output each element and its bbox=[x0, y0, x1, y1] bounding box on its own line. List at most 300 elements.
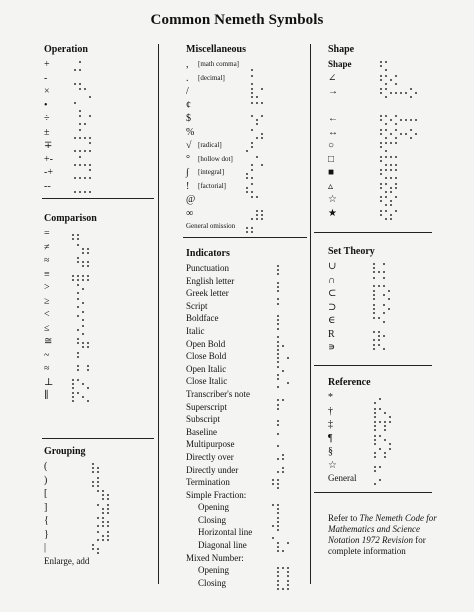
braille-dot bbox=[390, 200, 392, 202]
braille-dot bbox=[395, 169, 397, 171]
braille-cell bbox=[92, 504, 99, 515]
indicator-label: Greek letter bbox=[186, 288, 229, 299]
list-item bbox=[328, 153, 432, 167]
braille-dot bbox=[277, 408, 279, 410]
braille-dot bbox=[74, 191, 76, 193]
list-item bbox=[186, 99, 306, 113]
indicator-label: Open Bold bbox=[186, 338, 226, 349]
section-reference bbox=[328, 377, 432, 486]
braille-dot bbox=[374, 408, 376, 410]
list-item bbox=[328, 459, 432, 473]
braille-dot bbox=[390, 79, 392, 81]
braille-cell bbox=[380, 115, 387, 126]
symbol: ~ bbox=[44, 349, 50, 361]
list-item bbox=[328, 99, 432, 113]
list-item bbox=[328, 341, 432, 355]
braille-dot bbox=[77, 234, 79, 236]
symbol-note: [math comma] bbox=[198, 60, 240, 68]
braille-dot bbox=[385, 169, 387, 171]
list-item bbox=[44, 474, 154, 488]
braille-dot bbox=[102, 490, 104, 492]
braille-dot bbox=[277, 341, 279, 343]
braille-cell bbox=[374, 475, 381, 486]
braille-dot bbox=[77, 315, 79, 317]
section-header: Reference bbox=[328, 377, 371, 388]
braille-dot bbox=[380, 183, 382, 185]
braille-cell bbox=[388, 290, 395, 301]
braille-dot bbox=[379, 408, 381, 410]
braille-dot bbox=[97, 467, 99, 469]
symbol: -- bbox=[44, 180, 51, 192]
braille-dot bbox=[102, 521, 104, 523]
divider-settheory bbox=[314, 365, 432, 366]
braille-dot bbox=[373, 294, 375, 296]
list-item bbox=[328, 72, 432, 86]
list-item bbox=[44, 99, 154, 113]
braille-dot bbox=[272, 483, 274, 485]
braille-cell bbox=[246, 129, 253, 140]
symbol: R bbox=[328, 328, 335, 340]
symbol: † bbox=[328, 405, 333, 417]
braille-dot bbox=[395, 183, 397, 185]
braille-cell bbox=[400, 88, 407, 99]
braille-dot bbox=[282, 370, 284, 372]
braille-dot bbox=[395, 75, 397, 77]
braille-cell bbox=[92, 477, 99, 488]
list-item bbox=[186, 564, 306, 577]
braille-dot bbox=[82, 325, 84, 327]
braille-dot bbox=[384, 412, 386, 414]
braille-dot bbox=[272, 504, 274, 506]
symbol: / bbox=[186, 86, 189, 97]
braille-dot bbox=[277, 315, 279, 317]
list-item bbox=[328, 287, 432, 301]
list-item bbox=[44, 308, 154, 322]
braille-dot bbox=[277, 584, 279, 586]
braille-dot bbox=[277, 580, 279, 582]
braille-cell bbox=[74, 88, 81, 99]
braille-dot bbox=[251, 75, 253, 77]
list-item bbox=[186, 166, 306, 180]
list-item bbox=[328, 166, 432, 180]
braille-dot bbox=[277, 345, 279, 347]
braille-cell bbox=[380, 61, 387, 72]
braille-dot bbox=[410, 129, 412, 131]
braille-dot bbox=[287, 357, 289, 359]
braille-dot bbox=[77, 356, 79, 358]
braille-dot bbox=[277, 521, 279, 523]
braille-dot bbox=[385, 183, 387, 185]
braille-dot bbox=[84, 88, 86, 90]
braille-cell bbox=[368, 331, 375, 342]
braille-dot bbox=[383, 335, 385, 337]
braille-dot bbox=[251, 183, 253, 185]
braille-dot bbox=[373, 290, 375, 292]
list-item bbox=[186, 193, 306, 207]
braille-cell bbox=[74, 183, 81, 194]
braille-dot bbox=[379, 448, 381, 450]
braille-dot bbox=[395, 156, 397, 158]
braille-dot bbox=[97, 477, 99, 479]
braille-cell bbox=[380, 156, 387, 167]
braille-dot bbox=[102, 535, 104, 537]
list-item bbox=[328, 85, 432, 99]
braille-dot bbox=[72, 379, 74, 381]
braille-cell bbox=[388, 304, 395, 315]
braille-dot bbox=[79, 129, 81, 131]
braille-dot bbox=[92, 544, 94, 546]
braille-cell bbox=[364, 475, 371, 486]
braille-dot bbox=[390, 187, 392, 189]
symbol: ▵ bbox=[328, 180, 334, 192]
braille-dot bbox=[383, 304, 385, 306]
braille-dot bbox=[261, 88, 263, 90]
braille-dot bbox=[277, 567, 279, 569]
list-item bbox=[186, 539, 306, 552]
braille-dot bbox=[277, 433, 279, 435]
braille-cell bbox=[390, 142, 397, 153]
braille-cell bbox=[62, 298, 69, 309]
indicator-label: Close Bold bbox=[186, 351, 227, 362]
braille-dot bbox=[77, 369, 79, 371]
symbol: × bbox=[44, 86, 50, 97]
braille-dot bbox=[374, 483, 376, 485]
braille-cell bbox=[72, 230, 79, 241]
symbol: ≠ bbox=[44, 241, 50, 253]
braille-cell bbox=[82, 392, 89, 403]
section-header: Indicators bbox=[186, 248, 230, 259]
symbol: ¶ bbox=[328, 432, 333, 444]
braille-dot bbox=[251, 169, 253, 171]
list-item bbox=[44, 349, 154, 363]
list-item bbox=[44, 335, 154, 349]
braille-cell bbox=[62, 338, 69, 349]
list-item bbox=[328, 139, 432, 153]
braille-cell bbox=[82, 311, 89, 322]
braille-cell bbox=[62, 230, 69, 241]
list-item bbox=[186, 350, 306, 363]
braille-dot bbox=[277, 328, 279, 330]
braille-dot bbox=[277, 445, 279, 447]
braille-cell bbox=[256, 115, 263, 126]
list-item bbox=[328, 58, 432, 72]
braille-dot bbox=[277, 357, 279, 359]
braille-dot bbox=[380, 156, 382, 158]
braille-dot bbox=[107, 531, 109, 533]
braille-cell bbox=[82, 365, 89, 376]
braille-cell bbox=[256, 210, 263, 221]
list-item bbox=[44, 295, 154, 309]
braille-dot bbox=[374, 466, 376, 468]
braille-cell bbox=[400, 129, 407, 140]
braille-dot bbox=[383, 263, 385, 265]
braille-dot bbox=[272, 479, 274, 481]
braille-dot bbox=[72, 383, 74, 385]
indicator-label: Closing bbox=[198, 577, 227, 588]
braille-dot bbox=[380, 160, 382, 162]
braille-dot bbox=[380, 133, 382, 135]
braille-dot bbox=[277, 366, 279, 368]
braille-cell bbox=[380, 196, 387, 207]
braille-dot bbox=[379, 466, 381, 468]
braille-cell bbox=[82, 325, 89, 336]
symbol: < bbox=[44, 309, 50, 320]
braille-dot bbox=[87, 275, 89, 277]
list-item bbox=[186, 72, 306, 86]
list-item bbox=[44, 227, 154, 241]
braille-dot bbox=[82, 342, 84, 344]
symbol: ↔ bbox=[328, 126, 338, 138]
braille-cell bbox=[84, 88, 91, 99]
braille-cell bbox=[364, 448, 371, 459]
note-prefix: Refer to bbox=[328, 513, 360, 523]
braille-dot bbox=[277, 458, 279, 460]
list-item bbox=[44, 72, 154, 86]
braille-dot bbox=[92, 467, 94, 469]
braille-cell bbox=[84, 142, 91, 153]
braille-dot bbox=[374, 439, 376, 441]
list-item bbox=[44, 268, 154, 282]
braille-dot bbox=[282, 458, 284, 460]
braille-dot bbox=[277, 282, 279, 284]
symbol: ← bbox=[328, 113, 338, 124]
braille-cell bbox=[380, 75, 387, 86]
indicator-label: Boldface bbox=[186, 313, 219, 324]
list-item bbox=[186, 207, 306, 221]
braille-dot bbox=[84, 191, 86, 193]
list-item bbox=[186, 220, 306, 234]
braille-cells bbox=[272, 578, 292, 596]
list-item bbox=[186, 338, 306, 351]
braille-dot bbox=[287, 382, 289, 384]
list-item bbox=[186, 363, 306, 376]
braille-dot bbox=[246, 187, 248, 189]
section-header: Miscellaneous bbox=[186, 44, 246, 55]
braille-dot bbox=[380, 210, 382, 212]
symbol: [ bbox=[44, 488, 48, 499]
braille-cell bbox=[380, 142, 387, 153]
braille-dot bbox=[385, 142, 387, 144]
braille-cell bbox=[102, 504, 109, 515]
braille-cell bbox=[380, 169, 387, 180]
braille-dot bbox=[385, 88, 387, 90]
braille-cell bbox=[390, 88, 397, 99]
symbol: ∩ bbox=[328, 274, 336, 286]
braille-cell bbox=[84, 156, 91, 167]
list-item bbox=[328, 405, 432, 419]
braille-dot bbox=[282, 467, 284, 469]
divider-comparison bbox=[42, 438, 154, 439]
section-grouping bbox=[44, 446, 154, 568]
list-item bbox=[186, 58, 306, 72]
braille-dot bbox=[277, 588, 279, 590]
braille-dot bbox=[385, 129, 387, 131]
braille-dot bbox=[405, 92, 407, 94]
braille-cell bbox=[374, 421, 381, 432]
braille-dot bbox=[277, 508, 279, 510]
section-header: Comparison bbox=[44, 213, 97, 224]
braille-dot bbox=[374, 435, 376, 437]
braille-dot bbox=[77, 392, 79, 394]
braille-dot bbox=[385, 156, 387, 158]
braille-dot bbox=[97, 481, 99, 483]
symbol: - bbox=[44, 72, 48, 84]
braille-cell bbox=[102, 517, 109, 528]
braille-dot bbox=[102, 494, 104, 496]
list-item bbox=[44, 487, 154, 501]
list-item bbox=[328, 260, 432, 274]
braille-dot bbox=[256, 119, 258, 121]
list-item bbox=[44, 58, 154, 72]
braille-dot bbox=[82, 396, 84, 398]
braille-cell bbox=[72, 352, 79, 363]
list-item bbox=[328, 314, 432, 328]
braille-dot bbox=[400, 119, 402, 121]
symbol: . bbox=[186, 72, 189, 84]
braille-cell bbox=[62, 244, 69, 255]
braille-dot bbox=[277, 265, 279, 267]
symbol: ] bbox=[44, 501, 48, 513]
braille-dot bbox=[385, 115, 387, 117]
braille-cell bbox=[364, 408, 371, 419]
braille-dot bbox=[77, 352, 79, 354]
list-item bbox=[44, 541, 154, 555]
braille-cells bbox=[368, 342, 388, 360]
braille-dot bbox=[246, 173, 248, 175]
braille-cell bbox=[246, 210, 253, 221]
braille-cell bbox=[374, 448, 381, 459]
braille-cell bbox=[368, 277, 375, 288]
braille-dot bbox=[256, 214, 258, 216]
symbol: ≥ bbox=[44, 295, 50, 307]
braille-dot bbox=[390, 156, 392, 158]
list-item bbox=[186, 180, 306, 194]
braille-dot bbox=[92, 548, 94, 550]
list-item bbox=[186, 300, 306, 313]
braille-cell bbox=[378, 277, 385, 288]
braille-cell bbox=[92, 531, 99, 542]
braille-dot bbox=[107, 504, 109, 506]
section-miscellaneous bbox=[186, 44, 306, 234]
list-item bbox=[44, 126, 154, 140]
symbol: ∠ bbox=[328, 72, 337, 84]
braille-dot bbox=[380, 65, 382, 67]
list-item bbox=[44, 281, 154, 295]
braille-dot bbox=[77, 257, 79, 259]
symbol: % bbox=[186, 126, 195, 138]
list-item bbox=[186, 375, 306, 388]
indicator-label: Punctuation bbox=[186, 263, 229, 273]
braille-dot bbox=[373, 344, 375, 346]
braille-dot bbox=[77, 284, 79, 286]
symbol: ∫ bbox=[186, 167, 189, 178]
indicator-label: Directly under bbox=[186, 464, 239, 475]
braille-cell bbox=[82, 352, 89, 363]
braille-dot bbox=[77, 365, 79, 367]
braille-dot bbox=[107, 521, 109, 523]
braille-cell bbox=[378, 263, 385, 274]
braille-dot bbox=[256, 102, 258, 104]
braille-cell bbox=[82, 257, 89, 268]
symbol-note: [integral] bbox=[198, 168, 225, 176]
list-item bbox=[44, 180, 154, 194]
braille-dot bbox=[97, 504, 99, 506]
braille-dot bbox=[277, 546, 279, 548]
braille-dot bbox=[277, 504, 279, 506]
braille-cell bbox=[410, 88, 417, 99]
braille-cell bbox=[256, 88, 263, 99]
braille-cell bbox=[368, 344, 375, 355]
symbol: * bbox=[328, 392, 333, 403]
braille-dot bbox=[395, 210, 397, 212]
braille-dot bbox=[261, 102, 263, 104]
braille-dot bbox=[72, 396, 74, 398]
braille-cell bbox=[390, 183, 397, 194]
list-item bbox=[328, 432, 432, 446]
list-item bbox=[44, 528, 154, 542]
braille-cell bbox=[374, 435, 381, 446]
braille-cell bbox=[364, 435, 371, 446]
braille-dot bbox=[72, 392, 74, 394]
braille-dot bbox=[384, 439, 386, 441]
braille-dot bbox=[383, 277, 385, 279]
braille-dot bbox=[282, 454, 284, 456]
braille-dot bbox=[385, 196, 387, 198]
braille-dot bbox=[251, 129, 253, 131]
braille-dot bbox=[277, 404, 279, 406]
braille-dot bbox=[77, 338, 79, 340]
list-item bbox=[186, 139, 306, 153]
braille-dot bbox=[380, 75, 382, 77]
braille-dot bbox=[410, 88, 412, 90]
list-item bbox=[328, 391, 432, 405]
braille-cell bbox=[380, 210, 387, 221]
braille-dot bbox=[82, 311, 84, 313]
section-comparison bbox=[44, 213, 154, 403]
braille-cell bbox=[378, 317, 385, 328]
list-item bbox=[186, 126, 306, 140]
braille-dot bbox=[400, 92, 402, 94]
braille-dot bbox=[373, 277, 375, 279]
list-item bbox=[186, 526, 306, 539]
braille-cell bbox=[246, 61, 253, 72]
braille-dot bbox=[384, 421, 386, 423]
braille-dot bbox=[97, 517, 99, 519]
braille-cell bbox=[410, 129, 417, 140]
braille-dot bbox=[385, 210, 387, 212]
symbol: @ bbox=[186, 194, 196, 205]
symbol: | bbox=[44, 542, 47, 553]
braille-cell bbox=[92, 490, 99, 501]
list-item bbox=[44, 555, 154, 569]
braille-dot bbox=[287, 584, 289, 586]
braille-cell bbox=[72, 244, 79, 255]
braille-cell bbox=[72, 257, 79, 268]
braille-dot bbox=[277, 571, 279, 573]
list-item bbox=[328, 418, 432, 432]
braille-dot bbox=[261, 210, 263, 212]
symbol-note: [hollow dot] bbox=[198, 154, 233, 163]
symbol: ∈ bbox=[328, 315, 336, 326]
list-item bbox=[186, 153, 306, 167]
symbol: ⊥ bbox=[44, 376, 54, 388]
braille-dot bbox=[72, 234, 74, 236]
indicator-label: Transcriber's note bbox=[186, 388, 251, 399]
braille-cell bbox=[74, 115, 81, 126]
braille-dot bbox=[380, 88, 382, 90]
symbol: ○ bbox=[328, 140, 335, 151]
braille-cell bbox=[374, 394, 381, 405]
